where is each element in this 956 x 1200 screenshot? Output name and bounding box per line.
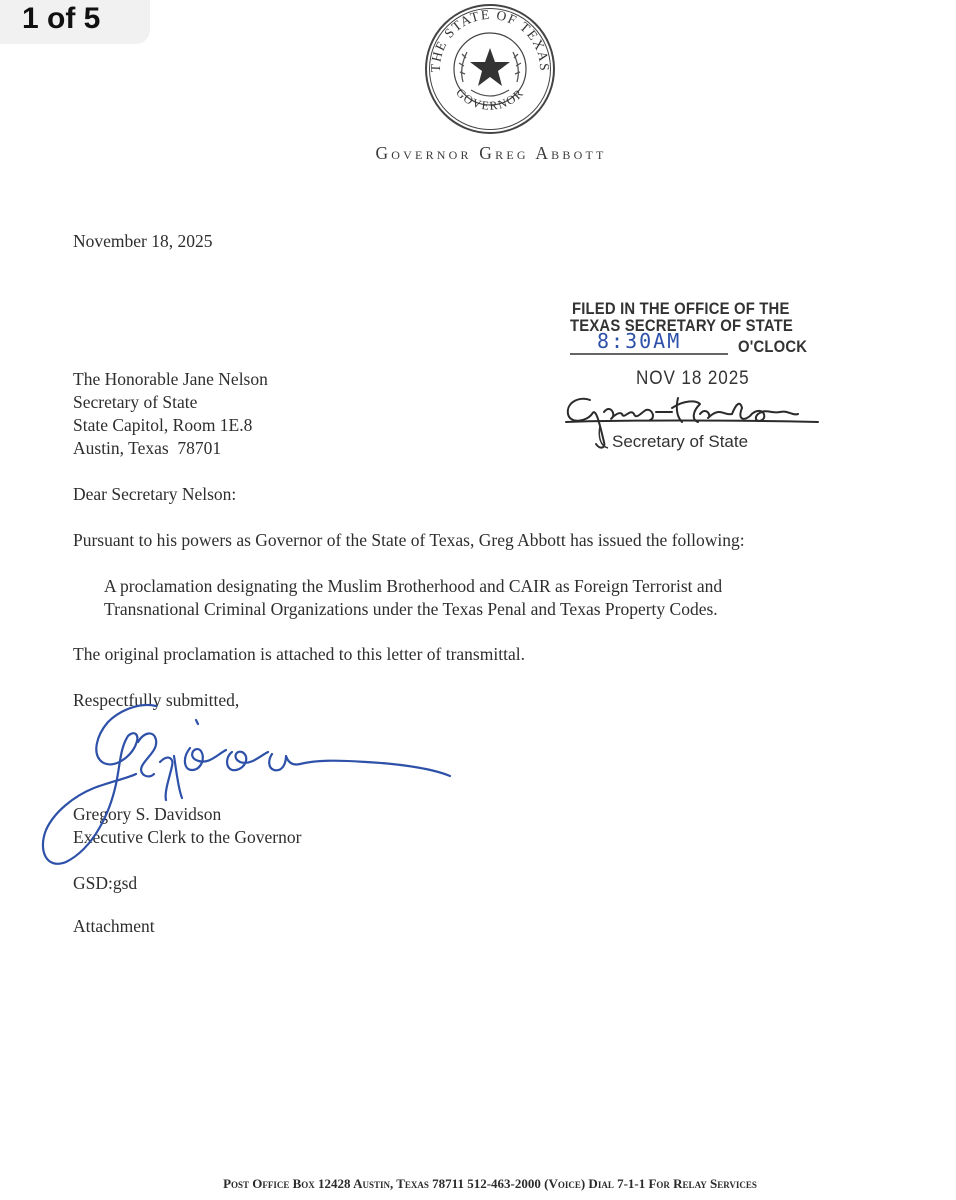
stamp-line-1: FILED IN THE OFFICE OF THE xyxy=(572,300,790,318)
stamp-secretary-title: Secretary of State xyxy=(612,432,749,451)
letterhead-footer: Post Office Box 12428 Austin, Texas 78711 512-463-2000 (Voice) Dial 7-1-1 For Relay Services xyxy=(223,1176,757,1191)
seal-text-bottom: GOVERNOR xyxy=(453,85,527,113)
seal-text-top: THE STATE OF TEXAS xyxy=(427,6,553,73)
body-intro: Pursuant to his powers as Governor of the State of Texas, Greg Abbott has issued the following: xyxy=(73,530,745,550)
stamp-date: NOV 18 2025 xyxy=(636,368,750,389)
letter-date: November 18, 2025 xyxy=(73,231,213,251)
filing-stamp xyxy=(560,298,825,458)
signer-name: Gregory S. Davidson xyxy=(73,804,222,824)
body-item-line-1: A proclamation designating the Muslim Brotherhood and CAIR as Foreign Terrorist and xyxy=(104,576,723,596)
salutation: Dear Secretary Nelson: xyxy=(73,484,237,504)
recipient-address: State Capitol, Room 1E.8 xyxy=(73,415,253,435)
body-item-line-2: Transnational Criminal Organizations under the Texas Penal and Texas Property Codes. xyxy=(104,599,718,619)
page-indicator: 1 of 5 xyxy=(0,0,150,44)
state-seal-icon xyxy=(423,2,557,136)
closing: Respectfully submitted, xyxy=(73,690,240,710)
enclosure: Attachment xyxy=(73,916,155,936)
recipient-name: The Honorable Jane Nelson xyxy=(73,369,268,389)
stamp-signature-hook xyxy=(596,424,616,452)
body-attachment-note: The original proclamation is attached to this letter of transmittal. xyxy=(73,644,525,664)
stamp-handwritten-time: 8:30AM xyxy=(597,329,682,353)
signer-signature xyxy=(36,700,466,875)
stamp-time-underline xyxy=(570,352,730,358)
recipient-title: Secretary of State xyxy=(73,392,198,412)
recipient-city: Austin, Texas 78701 xyxy=(73,438,222,458)
letterhead: Governor Greg Abbott xyxy=(375,143,607,163)
signer-title: Executive Clerk to the Governor xyxy=(73,827,302,847)
stamp-oclock: O'CLOCK xyxy=(738,338,808,356)
stamp-line-2: TEXAS SECRETARY OF STATE xyxy=(570,317,793,335)
initials: GSD:gsd xyxy=(73,873,138,893)
svg-text:GOVERNOR xyxy=(453,85,526,112)
